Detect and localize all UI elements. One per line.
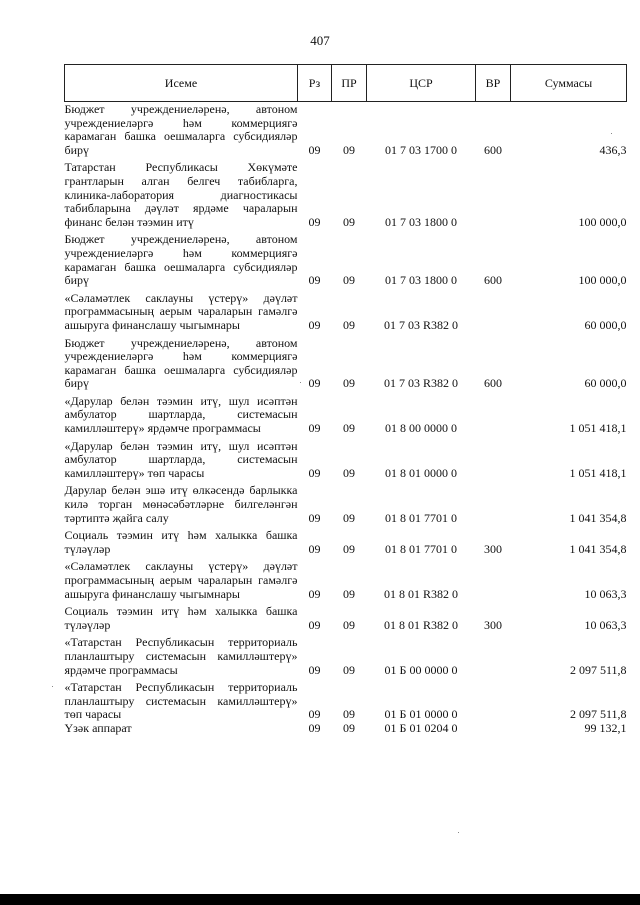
row-pr: 09 (343, 720, 355, 735)
row-sum: 1 041 354,8 (569, 510, 627, 525)
table-row (65, 102, 627, 158)
row-csr: 01 8 01 R382 0 (383, 586, 458, 601)
scan-speck (611, 133, 612, 134)
row-csr: 01 7 03 1800 0 (385, 214, 457, 229)
row-sum: 1 051 418,1 (569, 465, 627, 480)
row-name: «Сәламәтлек саклауны үстерү» дәүләт программасының аерым чараларын гамәлгә ашыруга финанслашу чыгымнары (64, 290, 298, 332)
row-pr: 09 (343, 376, 355, 391)
row-rz: 09 (308, 720, 321, 735)
table-row (65, 161, 627, 229)
row-vr (476, 681, 511, 722)
row-pr: 09 (343, 465, 355, 480)
row-name: «Татарстан Республикасын территориаль планлаштыру системасын камилләштерү» төп чарасы (64, 680, 298, 722)
row-rz: 09 (308, 421, 321, 436)
table-row (65, 292, 627, 333)
row-sum: 1 041 354,8 (569, 541, 627, 556)
row-vr: 300 (484, 617, 502, 632)
row-pr: 09 (343, 662, 355, 677)
row-vr: 600 (484, 142, 502, 157)
row-name: «Татарстан Республикасын территориаль планлаштыру системасын камилләштерү» ярдәмче программасы (64, 635, 298, 677)
table-row (65, 722, 627, 736)
scan-speck (458, 832, 459, 833)
row-sum: 2 097 511,8 (569, 662, 627, 677)
row-rz: 09 (308, 273, 321, 288)
row-vr (476, 161, 511, 229)
row-name: Бюджет учреждениеләренә, автоном учреждениеләргә һәм коммерциягә карамаган башка оешмаларга субсидияләр бирү (64, 102, 298, 157)
row-pr: 09 (343, 317, 355, 332)
header-pr: ПР (332, 65, 367, 102)
header-vr: ВР (476, 65, 511, 102)
row-sum: 10 063,3 (584, 586, 627, 601)
row-sum: 2 097 511,8 (569, 707, 627, 722)
row-vr: 300 (484, 541, 502, 556)
table-row (65, 681, 627, 722)
header-csr: ЦСР (367, 65, 476, 102)
table-row (65, 605, 627, 632)
row-vr (476, 292, 511, 333)
row-pr: 09 (343, 541, 355, 556)
header-sum: Суммасы (511, 65, 627, 102)
table-row (65, 233, 627, 287)
row-name: Дарулар белән эшә итү өлкәсендә барлыкка килә торган мөнәсәбәтләрне билгеләнгән тәртиптә җайга салу (64, 483, 298, 525)
scan-speck (52, 686, 53, 687)
row-sum: 60 000,0 (584, 376, 627, 391)
row-csr: 01 8 01 0000 0 (385, 465, 457, 480)
table-row (65, 529, 627, 556)
row-vr (476, 440, 511, 481)
row-name: Социаль тәэмин итү һәм халыкка башка түләүләр (64, 528, 298, 556)
row-rz: 09 (308, 142, 321, 157)
table-header (65, 65, 627, 102)
row-vr: 600 (484, 376, 502, 391)
row-csr: 01 8 01 7701 0 (385, 510, 457, 525)
row-csr: 01 7 03 R382 0 (383, 317, 458, 332)
scan-speck (300, 382, 301, 383)
row-name: «Дарулар белән тәэмин итү, шул исәптән амбулатор шартларда, системасын камилләштерү» ярдәмче программасы (64, 393, 298, 436)
row-sum: 100 000,0 (578, 273, 627, 288)
row-csr: 01 Б 00 0000 0 (384, 662, 458, 677)
row-rz: 09 (308, 317, 321, 332)
page-number: 407 (310, 33, 330, 48)
row-rz: 09 (308, 214, 321, 229)
row-csr: 01 Б 01 0000 0 (384, 707, 458, 722)
row-name: «Сәламәтлек саклауны үстерү» дәүләт программасының аерым чараларын гамәлгә ашыруга финанслашу чыгымнары (64, 559, 298, 601)
row-sum: 1 051 418,1 (569, 421, 627, 436)
row-rz: 09 (308, 707, 321, 722)
row-vr (476, 722, 511, 736)
row-pr: 09 (343, 617, 355, 632)
row-pr: 09 (343, 421, 355, 436)
row-rz: 09 (308, 586, 321, 601)
header-row (65, 65, 627, 102)
row-rz: 09 (308, 510, 321, 525)
budget-table (64, 64, 627, 736)
row-name: Бюджет учреждениеләренә, автоном учреждениеләргә һәм коммерциягә карамаган башка оешмаларга субсидияләр бирү (64, 335, 298, 391)
header-name: Исеме (65, 65, 298, 102)
row-pr: 09 (343, 214, 355, 229)
row-vr (476, 636, 511, 677)
table-row (65, 484, 627, 525)
table-row (65, 395, 627, 436)
row-name: Татарстан Республикасы Хөкүмәте грантларын алган белгеч табибларга, клиника-лаборатория диагностикасы табибларына дәүләт ярдәме чараларын финанс белән тәэмин итү (64, 160, 298, 229)
scan-border (0, 894, 640, 905)
row-csr: 01 7 03 1700 0 (385, 142, 457, 157)
row-rz: 09 (308, 465, 321, 480)
row-rz: 09 (308, 617, 321, 632)
row-sum: 10 063,3 (584, 617, 627, 632)
row-sum: 436,3 (599, 142, 627, 157)
row-csr: 01 7 03 R382 0 (383, 376, 458, 391)
row-sum: 99 132,1 (584, 720, 627, 735)
row-pr: 09 (343, 273, 355, 288)
row-name: Үзәк аппарат (64, 720, 132, 735)
row-pr: 09 (343, 510, 355, 525)
row-pr: 09 (343, 707, 355, 722)
row-csr: 01 Б 01 0204 0 (384, 720, 458, 735)
table-row (65, 337, 627, 391)
row-vr (476, 395, 511, 436)
row-csr: 01 8 01 R382 0 (383, 617, 458, 632)
table-row (65, 440, 627, 481)
row-rz: 09 (308, 376, 321, 391)
table-row (65, 636, 627, 677)
row-pr: 09 (343, 142, 355, 157)
row-csr: 01 7 03 1800 0 (385, 273, 457, 288)
row-vr (476, 484, 511, 525)
row-name: Социаль тәэмин итү һәм халыкка башка түләүләр (64, 604, 298, 632)
row-name: Бюджет учреждениеләренә, автоном учреждениеләргә һәм коммерциягә карамаган башка оешмаларга субсидияләр бирү (64, 232, 298, 288)
row-pr: 09 (343, 586, 355, 601)
row-name: «Дарулар белән тәэмин итү, шул исәптән амбулатор шартларда, системасын камилләштерү» төп чарасы (64, 438, 298, 480)
row-vr (476, 560, 511, 601)
table-row (65, 560, 627, 601)
row-sum: 60 000,0 (584, 317, 627, 332)
row-csr: 01 8 00 0000 0 (385, 421, 457, 436)
row-rz: 09 (308, 541, 321, 556)
table-body (65, 102, 627, 736)
row-sum: 100 000,0 (578, 214, 627, 229)
row-vr: 600 (484, 273, 502, 288)
header-rz: Рз (298, 65, 332, 102)
row-rz: 09 (308, 662, 321, 677)
row-csr: 01 8 01 7701 0 (385, 541, 457, 556)
